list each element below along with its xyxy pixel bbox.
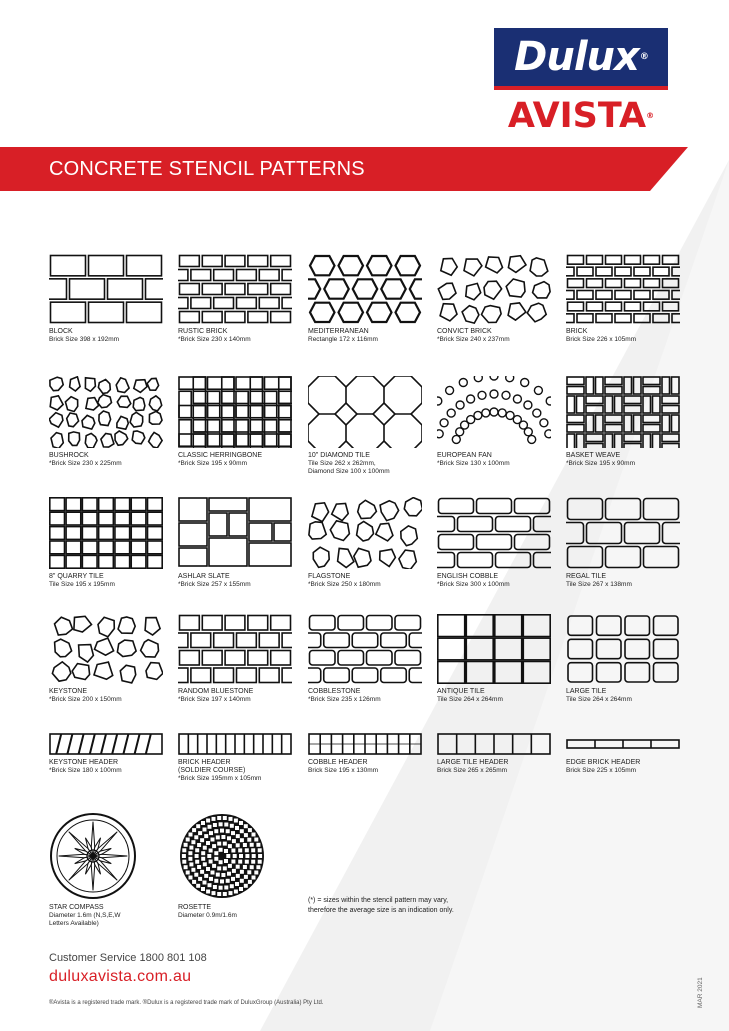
pattern-size: *Brick Size 195 x 90mm bbox=[178, 460, 247, 467]
avista-logo: AVISTA® bbox=[507, 96, 655, 136]
regal-tile-pattern bbox=[566, 497, 680, 569]
herringbone-pattern bbox=[178, 376, 292, 448]
ashlar-slate-pattern bbox=[178, 497, 292, 569]
pattern-name: LARGE TILE HEADER bbox=[437, 759, 509, 766]
pattern-size: Brick Size 195 x 130mm bbox=[308, 767, 379, 774]
pattern-name: BASKET WEAVE bbox=[566, 452, 621, 459]
pattern-tile bbox=[49, 812, 165, 928]
pattern-tile bbox=[308, 733, 424, 775]
pattern-name: LARGE TILE bbox=[566, 688, 607, 695]
flagstone-pattern bbox=[308, 497, 422, 569]
pattern-size: Diameter 0.9m/1.6m bbox=[178, 912, 237, 919]
pattern-tile bbox=[49, 254, 165, 344]
pattern-name: 10" DIAMOND TILE bbox=[308, 452, 370, 459]
pattern-tile bbox=[437, 733, 553, 775]
pattern-name: ANTIQUE TILE bbox=[437, 688, 485, 695]
pattern-name: RANDOM BLUESTONE bbox=[178, 688, 254, 695]
pattern-size: *Brick Size 257 x 155mm bbox=[178, 581, 251, 588]
pattern-tile bbox=[308, 497, 424, 589]
size-note: (*) = sizes within the stencil pattern may vary, therefore the average size is an indication only. bbox=[308, 897, 454, 914]
convict-brick-pattern bbox=[437, 254, 551, 324]
pattern-name: RUSTIC BRICK bbox=[178, 328, 228, 335]
pattern-name: COBBLESTONE bbox=[308, 688, 361, 695]
pattern-tile bbox=[178, 812, 294, 920]
pattern-size: *Brick Size 130 x 100mm bbox=[437, 460, 510, 467]
basket-weave-pattern bbox=[566, 376, 680, 448]
keystone-pattern bbox=[49, 614, 163, 684]
pattern-name: CONVICT BRICK bbox=[437, 328, 492, 335]
legal-notice: ®Avista is a registered trade mark. ®Dulux is a registered trade mark of DuluxGroup (Australia) Pty Ltd. bbox=[49, 1000, 324, 1006]
brick-header-pattern bbox=[178, 733, 292, 755]
pattern-size: Diameter 1.6m (N,S,E,W Letters Available) bbox=[49, 912, 121, 927]
cobble-header-pattern bbox=[308, 733, 422, 755]
cobblestone-pattern bbox=[308, 614, 422, 684]
pattern-size: *Brick Size 195mm x 105mm bbox=[178, 775, 262, 782]
pattern-size: *Brick Size 235 x 126mm bbox=[308, 696, 381, 703]
pattern-tile bbox=[437, 497, 553, 589]
pattern-name: ROSETTE bbox=[178, 904, 212, 911]
pattern-size: *Brick Size 300 x 100mm bbox=[437, 581, 510, 588]
pattern-name: BLOCK bbox=[49, 328, 73, 335]
pattern-tile bbox=[178, 733, 294, 783]
website-link[interactable]: duluxavista.com.au bbox=[49, 968, 192, 985]
pattern-tile bbox=[566, 497, 682, 589]
pattern-name: BRICK bbox=[566, 328, 588, 335]
rustic-brick-pattern bbox=[178, 254, 292, 324]
pattern-tile bbox=[437, 376, 553, 468]
pattern-name: ASHLAR SLATE bbox=[178, 573, 230, 580]
random-bluestone-pattern bbox=[178, 614, 292, 684]
pattern-name: KEYSTONE HEADER bbox=[49, 759, 119, 766]
european-fan-pattern bbox=[437, 376, 551, 448]
pattern-name: CLASSIC HERRINGBONE bbox=[178, 452, 263, 459]
pattern-tile bbox=[308, 614, 424, 704]
large-tile-header-pattern bbox=[437, 733, 551, 755]
logo-stripe bbox=[494, 86, 668, 90]
pattern-name: STAR COMPASS bbox=[49, 904, 104, 911]
pattern-tile bbox=[437, 254, 553, 344]
pattern-tile bbox=[49, 733, 165, 775]
pattern-name: ENGLISH COBBLE bbox=[437, 573, 499, 580]
pattern-tile bbox=[49, 497, 165, 589]
antique-tile-pattern bbox=[437, 614, 551, 684]
dulux-logo: Dulux ® bbox=[494, 28, 668, 86]
pattern-name: FLAGSTONE bbox=[308, 573, 351, 580]
edge-brick-header-pattern bbox=[566, 733, 680, 755]
pattern-size: Brick Size 226 x 105mm bbox=[566, 336, 637, 343]
english-cobble-pattern bbox=[437, 497, 551, 569]
pattern-name: BRICK HEADER (SOLDIER COURSE) bbox=[178, 759, 246, 774]
pattern-tile bbox=[178, 376, 294, 468]
quarry-tile-pattern bbox=[49, 497, 163, 569]
pattern-name: EDGE BRICK HEADER bbox=[566, 759, 641, 766]
pattern-size: Brick Size 265 x 265mm bbox=[437, 767, 508, 774]
pattern-tile bbox=[49, 376, 165, 468]
pattern-size: Tile Size 264 x 264mm bbox=[437, 696, 503, 703]
pattern-tile bbox=[308, 376, 424, 476]
pattern-size: *Brick Size 230 x 225mm bbox=[49, 460, 122, 467]
pattern-name: KEYSTONE bbox=[49, 688, 87, 695]
pattern-tile bbox=[178, 254, 294, 344]
pattern-size: Tile Size 262 x 262mm, Diamond Size 100 x 100mm bbox=[308, 460, 390, 475]
pattern-name: 8" QUARRY TILE bbox=[49, 573, 104, 580]
dulux-logo-text: Dulux bbox=[514, 34, 639, 80]
pattern-tile bbox=[566, 614, 682, 704]
star-compass-pattern bbox=[49, 812, 137, 900]
pattern-tile bbox=[308, 254, 424, 344]
page-title: CONCRETE STENCIL PATTERNS bbox=[49, 158, 365, 180]
pattern-tile bbox=[49, 614, 165, 704]
pattern-size: Brick Size 225 x 105mm bbox=[566, 767, 637, 774]
brick-pattern bbox=[566, 254, 680, 324]
rosette-pattern bbox=[178, 812, 266, 900]
pattern-size: *Brick Size 195 x 90mm bbox=[566, 460, 635, 467]
print-date: MAR 2021 bbox=[697, 977, 704, 1008]
pattern-size: *Brick Size 240 x 237mm bbox=[437, 336, 510, 343]
keystone-header-pattern bbox=[49, 733, 163, 755]
pattern-tile bbox=[437, 614, 553, 704]
pattern-tile bbox=[178, 614, 294, 704]
block-pattern bbox=[49, 254, 163, 324]
pattern-tile bbox=[566, 254, 682, 344]
pattern-name: COBBLE HEADER bbox=[308, 759, 368, 766]
pattern-size: Tile Size 267 x 138mm bbox=[566, 581, 632, 588]
diamond-tile-pattern bbox=[308, 376, 422, 448]
pattern-size: Tile Size 195 x 195mm bbox=[49, 581, 115, 588]
bushrock-pattern bbox=[49, 376, 163, 448]
pattern-name: BUSHROCK bbox=[49, 452, 89, 459]
pattern-size: Tile Size 264 x 264mm bbox=[566, 696, 632, 703]
pattern-size: *Brick Size 197 x 140mm bbox=[178, 696, 251, 703]
mediterranean-pattern bbox=[308, 254, 422, 324]
pattern-size: Brick Size 398 x 192mm bbox=[49, 336, 120, 343]
pattern-tile bbox=[566, 733, 682, 775]
pattern-name: REGAL TILE bbox=[566, 573, 607, 580]
customer-service: Customer Service 1800 801 108 bbox=[49, 952, 207, 964]
pattern-size: *Brick Size 200 x 150mm bbox=[49, 696, 122, 703]
avista-logo-text: AVISTA bbox=[507, 96, 647, 136]
large-tile-pattern bbox=[566, 614, 680, 684]
pattern-size: *Brick Size 180 x 100mm bbox=[49, 767, 122, 774]
pattern-size: *Brick Size 230 x 140mm bbox=[178, 336, 251, 343]
pattern-tile bbox=[566, 376, 682, 468]
pattern-size: Rectangle 172 x 116mm bbox=[308, 336, 378, 343]
pattern-tile bbox=[178, 497, 294, 589]
pattern-name: EUROPEAN FAN bbox=[437, 452, 492, 459]
pattern-name: MEDITERRANEAN bbox=[308, 328, 369, 335]
pattern-size: *Brick Size 250 x 180mm bbox=[308, 581, 381, 588]
